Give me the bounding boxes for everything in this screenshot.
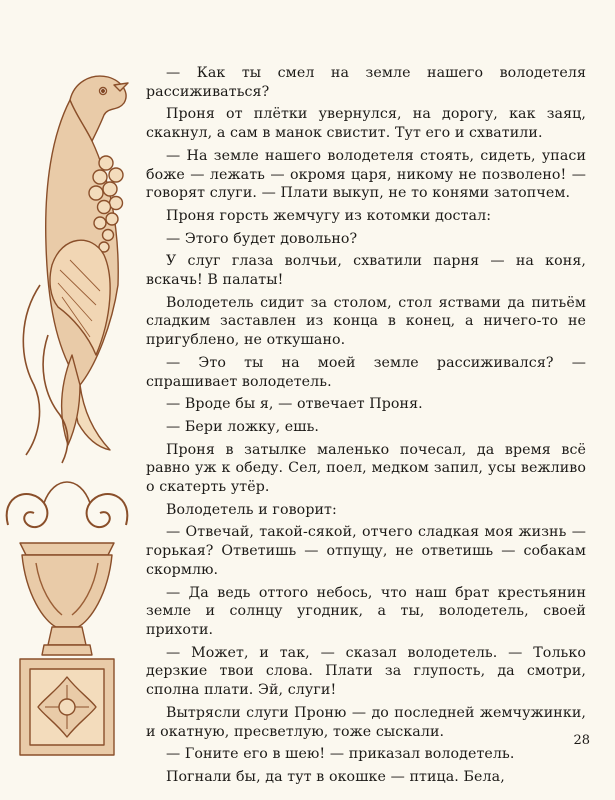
page-number: 28 xyxy=(573,733,590,748)
paragraph: — Вроде бы я, — отвечает Проня. xyxy=(166,396,423,413)
story-text xyxy=(146,64,586,791)
paragraph: Проня горсть жемчугу из котомки достал: xyxy=(166,207,492,224)
paragraph: — Этого будет довольно? xyxy=(166,230,358,247)
paragraph: Володетель сидит за столом, стол яствами да питьём сладким заставлен из конца в конец, а ничего-то не пригублено, не откушано. xyxy=(146,294,586,349)
paragraph: — На земле нашего володетеля стоять, сидеть, упаси боже — лежать — окромя царя, никому не позволено! — говорят слуги. — Плати выкуп, не то конями затопчем. xyxy=(146,147,586,202)
paragraph: — Это ты на моей земле рассиживался? — спрашивает володетель. xyxy=(146,354,586,390)
paragraph: Проня от плётки увернулся, на дорогу, как заяц, скакнул, а сам в манок свистит. Тут его и схватили. xyxy=(146,106,586,142)
paragraph: — Да ведь оттого небось, что наш брат крестьянин земле и солнцу угодник, а ты, володетель, своей прихоти. xyxy=(146,584,586,638)
paragraph: — Гоните его в шею! — приказал володетель. xyxy=(166,746,515,763)
paragraph: Погнали бы, да тут в окошке — птица. Бела, xyxy=(166,768,505,785)
paragraph: — Бери ложку, ешь. xyxy=(166,418,320,435)
paragraph: — Может, и так, — сказал володетель. — Только дерзкие твои слова. Плати за глупость, да смотри, сполна плати. Эй, слуги! xyxy=(146,644,586,699)
paragraph: Володетель и говорит: xyxy=(166,501,337,518)
paragraph: — Как ты смел на земле нашего володетеля рассиживаться? xyxy=(146,65,586,100)
paragraph: У слуг глаза волчьи, схватили парня — на коня, вскачь! В палаты! xyxy=(146,253,586,289)
paragraph: Проня в затылке маленько почесал, да время всё равно уж к обеду. Сел, поел, медком запил, усы вежливо о скатерть утёр. xyxy=(146,441,586,496)
paragraph: — Отвечай, такой-сякой, отчего сладкая моя жизнь — горькая? Ответишь — отпущу, не ответишь — собакам скормлю. xyxy=(146,524,586,578)
paragraph: Вытрясли слуги Проню — до последней жемчужинки, и окатную, пресветлую, тоже сыскали. xyxy=(146,704,586,740)
carved-bird-pillar-illustration xyxy=(0,55,135,760)
